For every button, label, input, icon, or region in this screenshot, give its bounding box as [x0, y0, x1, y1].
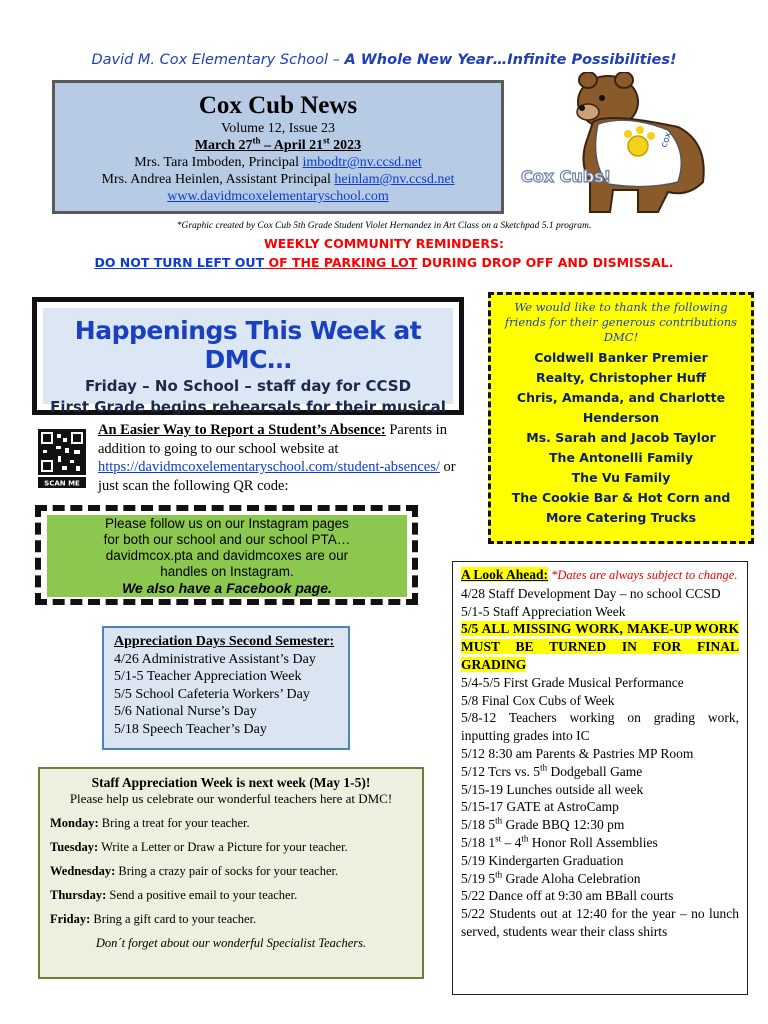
appreciation-item: 5/18 Speech Teacher’s Day: [114, 721, 267, 737]
appreciation-days-box: [102, 626, 350, 750]
assistant-line: Mrs. Andrea Heinlen, Assistant Principal heinlam@nv.ccsd.net: [101, 172, 455, 187]
thank-you-box: [488, 292, 754, 544]
happenings-title: Happenings This Week at DMC…: [74, 316, 422, 374]
happenings-line-1: Friday – No School – staff day for CCSD: [84, 377, 412, 395]
staff-day-row: Wednesday: Bring a crazy pair of socks for your teacher.: [50, 864, 339, 878]
tagline-school: David M. Cox Elementary School –: [91, 52, 345, 68]
sponsor-name: Henderson: [582, 410, 660, 425]
instagram-notice: Please follow us on our Instagram pages for both our school and our school PTA… davidmcox.pta and davidmcoxes are our handles on Instagram. We also have a Facebook page.: [47, 515, 407, 597]
look-ahead-box: [452, 561, 748, 995]
tagline: [0, 52, 768, 68]
sponsor-name: Coldwell Banker Premier: [534, 350, 708, 365]
staff-appreciation-box: [38, 767, 424, 979]
happenings-line-2: First Grade begins rehearsals for their musical: [50, 398, 446, 416]
staff-week-heading: Staff Appreciation Week is next week (May 1-5)!: [91, 775, 371, 790]
event-item: 4/28 Staff Development Day – no school CCSD: [461, 585, 721, 601]
event-item: 5/1-5 Staff Appreciation Week: [461, 603, 626, 619]
staff-day-row: Monday: Bring a treat for your teacher.: [50, 816, 250, 830]
event-item: 5/15-17 GATE at AstroCamp: [461, 799, 619, 815]
event-item: 5/18 5th Grade BBQ 12:30 pm: [461, 815, 625, 833]
thank-you-intro: We would like to thank the following friends for their generous contributions DMC!: [504, 300, 738, 344]
masthead: [52, 80, 504, 214]
sponsor-name: The Antonelli Family: [549, 450, 693, 465]
principal-line: Mrs. Tara Imboden, Principal imbodtr@nv.ccsd.net: [134, 155, 422, 170]
appreciation-item: 5/1-5 Teacher Appreciation Week: [114, 669, 302, 684]
appreciation-item: 5/6 National Nurse’s Day: [114, 704, 257, 719]
sponsor-name: Realty, Christopher Huff: [536, 370, 706, 385]
principal-email-link[interactable]: imbodtr@nv.ccsd.net: [302, 155, 422, 170]
event-item: 5/12 Tcrs vs. 5th Dodgeball Game: [461, 762, 643, 779]
appreciation-item: 4/26 Administrative Assistant’s Day: [114, 651, 316, 667]
staff-day-row: Tuesday: Write a Letter or Draw a Picture for your teacher.: [50, 840, 348, 854]
staff-day-row: Friday: Bring a gift card to your teacher.: [50, 912, 257, 926]
volume-issue: Volume 12, Issue 23: [220, 121, 336, 136]
event-item: 5/19 5th Grade Aloha Celebration: [461, 869, 641, 886]
facebook-note: We also have a Facebook page.: [122, 580, 332, 596]
sponsor-name: The Vu Family: [571, 470, 671, 485]
event-item: 5/15-19 Lunches outside all week: [461, 781, 644, 797]
shirt-text: cox: [659, 131, 675, 150]
event-item: 5/8-12 Teachers working on grading work, inputting grades into IC: [461, 710, 739, 744]
absence-report: An Easier Way to Report a Student’s Absence: Parents in addition to going to our school website at https://davidmcoxelementaryschool.com/student-absences/ or just scan the following QR code:: [98, 422, 456, 494]
event-item: 5/12 8:30 am Parents & Pastries MP Room: [461, 745, 694, 761]
cox-cub-bear-logo: [518, 72, 718, 222]
assistant-email-link[interactable]: heinlam@nv.ccsd.net: [334, 172, 455, 187]
cox-cubs-logo-text: Cox Cubs!: [521, 167, 612, 186]
absence-link[interactable]: https://davidmcoxelementaryschool.com/student-absences/: [98, 459, 440, 475]
event-item: 5/18 1st – 4th Honor Roll Assemblies: [461, 833, 658, 850]
staff-week-subheading: Please help us celebrate our wonderful teachers here at DMC!: [69, 791, 393, 806]
issue-dates: March 27th – April 21st 2023: [194, 135, 362, 153]
missing-work-alert: 5/5 ALL MISSING WORK, MAKE-UP WORK MUST BE TURNED IN FOR FINAL GRADING: [461, 621, 739, 672]
event-item: 5/19 Kindergarten Graduation: [461, 852, 624, 868]
newsletter-title: Cox Cub News: [198, 92, 358, 119]
appreciation-heading: Appreciation Days Second Semester:: [114, 634, 335, 649]
look-ahead-heading: A Look Ahead:: [461, 567, 549, 582]
event-item: 5/22 Dance off at 9:30 am BBall courts: [461, 888, 674, 904]
qr-code[interactable]: [34, 426, 90, 490]
sponsor-name: Chris, Amanda, and Charlotte: [516, 390, 726, 405]
event-item: 5/4-5/5 First Grade Musical Performance: [461, 674, 684, 690]
appreciation-item: 5/5 School Cafeteria Workers’ Day: [114, 686, 310, 702]
event-item: 5/8 Final Cox Cubs of Week: [461, 692, 615, 708]
absence-heading: An Easier Way to Report a Student’s Absence:: [98, 422, 386, 438]
graphic-credit: *Graphic created by Cox Cub 5th Grade Student Violet Hernandez in Art Class on a Sketchpad 5.1 program.: [176, 221, 592, 231]
tagline-motto: A Whole New Year…Infinite Possibilities!: [344, 52, 677, 68]
look-ahead-note: *Dates are always subject to change.: [548, 568, 738, 582]
staff-day-row: Thursday: Send a positive email to your teacher.: [50, 888, 298, 902]
website-link[interactable]: www.davidmcoxelementaryschool.com: [167, 189, 389, 204]
happenings-box: [32, 297, 464, 415]
sponsor-name: Ms. Sarah and Jacob Taylor: [526, 430, 716, 445]
sponsor-name: More Catering Trucks: [545, 510, 697, 525]
event-item: 5/22 Students out at 12:40 for the year – no lunch served, students wear their class shirts: [461, 906, 739, 939]
weekly-reminders-heading: WEEKLY COMMUNITY REMINDERS:: [263, 236, 505, 251]
sponsor-name: The Cookie Bar & Hot Corn and: [511, 490, 731, 505]
scan-me-caption: SCAN ME: [44, 479, 80, 488]
specialist-reminder: Don´t forget about our wonderful Specialist Teachers.: [95, 936, 367, 950]
parking-reminder: DO NOT TURN LEFT OUT OF THE PARKING LOT DURING DROP OFF AND DISMISSAL.: [94, 255, 674, 270]
